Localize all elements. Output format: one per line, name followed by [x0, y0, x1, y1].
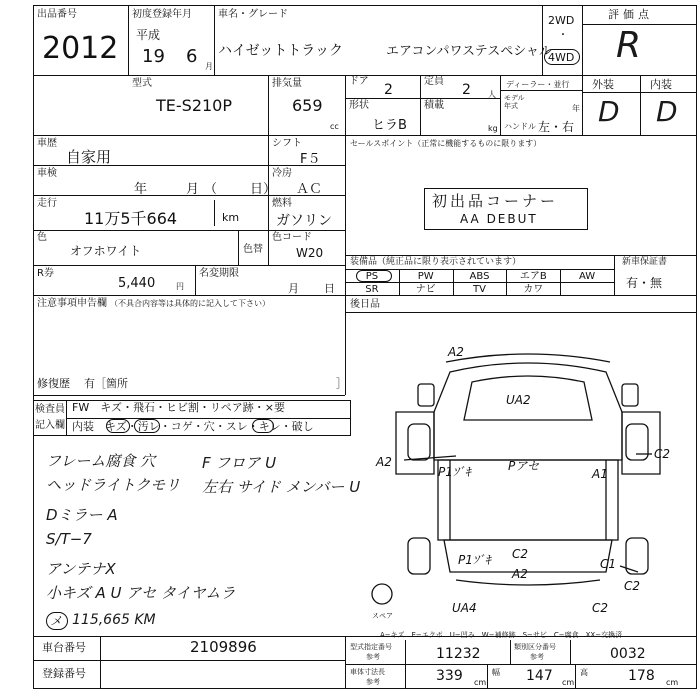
- divider: [238, 230, 239, 265]
- color-value: オフホワイト: [70, 244, 142, 258]
- ps-circle: [356, 270, 392, 282]
- color-change-label: 色替: [243, 244, 263, 255]
- divider: [214, 5, 215, 75]
- mileage-value: 11万5千664: [84, 209, 178, 228]
- cooler-value: ＡＣ: [296, 182, 323, 197]
- door-right: [622, 412, 660, 474]
- name-change-month: 月: [288, 282, 299, 295]
- recycle-value: 5,440: [118, 276, 156, 291]
- divider: [33, 660, 345, 661]
- mirror-left: [418, 384, 434, 406]
- divider: [33, 230, 345, 231]
- designation-label: 型式指定番号: [350, 643, 392, 651]
- note-headlight: ヘッドライトクモリ: [46, 476, 181, 494]
- length-ref: 参考: [366, 678, 380, 686]
- note-frame-rust: フレーム腐食 穴: [46, 452, 156, 470]
- mark-ua2: UA2: [506, 393, 531, 407]
- shift-label: シフト: [272, 138, 302, 149]
- inspector-line-1: FW キズ・飛石・ヒビ割・リペア跡・×要: [72, 401, 285, 414]
- divider: [33, 295, 697, 296]
- arrow-c2: [620, 566, 638, 572]
- inspection-open: （: [204, 182, 218, 197]
- mark-c2-bottom: C2: [592, 601, 609, 615]
- bumper-front: [446, 354, 610, 362]
- divider: [345, 75, 346, 135]
- mark-p-ase: Pアセ: [508, 459, 540, 473]
- first-reg-label: 初度登録年月: [132, 9, 192, 20]
- car-name-label: 車名・グレード: [218, 9, 288, 20]
- eval-value: R: [616, 25, 642, 66]
- year-suffix: 年: [572, 104, 580, 113]
- length-value: 339: [436, 668, 463, 684]
- new-warranty-label: 新車保証書: [622, 257, 668, 267]
- notes-label: 注意事項申告欄: [37, 298, 107, 309]
- equipment-item: AW: [578, 271, 596, 282]
- shape-value: ヒラB: [372, 118, 407, 133]
- divider: [640, 75, 641, 135]
- divider: [345, 135, 346, 395]
- aa-debut-jp: 初出品コーナー: [432, 192, 559, 210]
- inspection-month: 月: [186, 182, 200, 197]
- shape-label: 形状: [349, 100, 369, 111]
- divider: [399, 269, 400, 295]
- equipment-item: ナビ: [415, 284, 436, 295]
- divider: [268, 75, 269, 135]
- spare-tire: [372, 584, 392, 604]
- divider: [570, 640, 571, 664]
- person-unit: 人: [488, 90, 496, 99]
- mark-a2-left: A2: [376, 455, 392, 469]
- two-wd-label: 2WD: [548, 14, 575, 27]
- category-ref: 参考: [530, 653, 544, 661]
- inspection-day: 日）: [250, 182, 277, 197]
- inspection-year: 年: [134, 182, 148, 197]
- scratch-circle: [106, 419, 130, 433]
- divider: [33, 395, 345, 396]
- category-label: 類別区分番号: [514, 643, 556, 651]
- divider: [487, 664, 488, 689]
- name-change-label: 名変期限: [199, 268, 239, 279]
- month-value: 6: [186, 46, 198, 67]
- divider: [500, 90, 582, 91]
- category-value: 0032: [610, 646, 646, 662]
- after-market-label: 後日品: [350, 299, 380, 310]
- divider: [510, 640, 511, 664]
- lot-no-label: 出品番号: [37, 9, 77, 20]
- width-unit: cm: [562, 678, 575, 687]
- repair-label: 修復歴: [37, 377, 70, 390]
- exterior-value: D: [598, 95, 620, 128]
- divider: [500, 75, 501, 135]
- new-warranty-value: 有・無: [626, 276, 663, 290]
- divider: [195, 265, 196, 295]
- door-left: [396, 412, 434, 474]
- color-code-label: 色コード: [272, 232, 312, 243]
- model-label: 型式: [132, 78, 152, 89]
- note-antenna: アンテナX: [46, 560, 116, 578]
- divider: [560, 269, 561, 295]
- length-unit: cm: [474, 678, 487, 687]
- mark-ua4: UA4: [452, 601, 477, 615]
- load-label: 積載: [424, 100, 444, 111]
- kg-unit: kg: [488, 124, 498, 133]
- dealer-label: ディーラー・並行: [506, 80, 570, 89]
- checker-label: 検査員: [35, 404, 65, 415]
- legend: A−キズ E−エクボ U−凹み W−補修跡 S−サビ C−腐食 XX−交換済: [380, 631, 623, 639]
- km-unit: km: [222, 211, 240, 224]
- divider: [420, 75, 421, 135]
- model-year-label: モデル 年式: [504, 94, 525, 110]
- aa-debut-en: AA DEBUT: [460, 212, 538, 226]
- fuel-value: ガソリン: [276, 213, 332, 229]
- note-meter: 115,665 KM: [72, 612, 156, 628]
- color-label: 色: [37, 232, 47, 243]
- height-label: 高: [580, 668, 588, 677]
- displacement-value: 659: [292, 96, 323, 115]
- history-label: 車歴: [37, 138, 57, 149]
- designation-value: 11232: [436, 646, 481, 662]
- dirt-circle: [134, 419, 160, 433]
- length-label: 車体寸法長: [350, 668, 385, 676]
- mark-p1-left: P1ｿﾞｷ: [438, 465, 471, 479]
- month-unit: 月: [205, 62, 213, 71]
- color-code-value: W20: [296, 246, 324, 260]
- car-name-value: ハイゼットトラック: [218, 43, 344, 59]
- recycle-unit: 円: [176, 282, 184, 291]
- name-change-day: 日: [324, 282, 335, 295]
- height-value: 178: [628, 668, 655, 684]
- model-value: TE-S210P: [156, 96, 232, 115]
- note-scratch: 小キズ A U アセ タイヤムラ: [46, 584, 236, 602]
- era-value: 平成: [136, 28, 161, 42]
- year-value: 19: [142, 46, 165, 67]
- chassis-label: 車台番号: [42, 641, 86, 654]
- door-value: 2: [384, 82, 393, 98]
- sales-point-label: セールスポイント（正常に機能するものに限ります）: [350, 139, 542, 148]
- divider: [33, 265, 345, 266]
- repair-value: 有［箇所: [84, 377, 128, 390]
- wheel-rl: [408, 538, 430, 574]
- divider: [128, 5, 129, 75]
- divider: [345, 282, 614, 283]
- dot-sep: ・: [558, 30, 568, 41]
- cc-unit: cc: [330, 122, 339, 131]
- divider: [453, 269, 454, 295]
- equipment-item: ABS: [469, 271, 490, 282]
- mirror-right: [622, 384, 638, 406]
- spare-label: スペア: [372, 612, 393, 620]
- four-wd-label: 4WD: [548, 51, 575, 64]
- note-mirror: Dミラー A: [46, 506, 118, 524]
- repair-close: ］: [336, 377, 347, 390]
- capacity-label: 定員: [424, 76, 444, 87]
- divider: [345, 98, 500, 99]
- divider: [268, 135, 269, 265]
- mark-c2-right: C2: [654, 447, 671, 461]
- capacity-value: 2: [462, 82, 471, 98]
- equipment-item: PW: [417, 271, 434, 282]
- cab-outline: [434, 363, 622, 460]
- equipment-item: TV: [473, 284, 486, 295]
- equipment-label: 装備品（純正品に限り表示されています）: [350, 257, 522, 267]
- inspector-line-2: 内装 キズ・汚レ・コゲ・穴・スレ・キレ・破し: [72, 420, 314, 433]
- mark-c2-br: C2: [624, 579, 641, 593]
- divider: [345, 636, 346, 689]
- handle-value: 左・右: [538, 120, 575, 134]
- mark-c2-center: C2: [512, 547, 529, 561]
- divider: [405, 640, 406, 689]
- rear-bumper: [456, 580, 600, 585]
- equipment-item: エアB: [519, 271, 547, 282]
- rub-circle: [252, 419, 274, 433]
- exterior-label: 外装: [592, 78, 614, 91]
- truck-diagram: [360, 342, 696, 632]
- height-unit: cm: [666, 678, 679, 687]
- divider: [33, 135, 697, 136]
- inspection-label: 車検: [37, 168, 57, 179]
- handle-label: ハンドル: [504, 122, 536, 131]
- wheel-fl: [408, 424, 430, 460]
- designation-ref: 参考: [366, 653, 380, 661]
- equipment-item: PS: [365, 271, 379, 282]
- note-meter-prefix: メ: [50, 614, 63, 628]
- interior-label: 内装: [650, 78, 672, 91]
- divider: [614, 255, 615, 295]
- recycle-label: R券: [37, 268, 54, 279]
- divider: [506, 269, 507, 295]
- note-floor: F フロア U: [202, 454, 277, 472]
- divider: [214, 200, 215, 226]
- divider: [345, 255, 697, 256]
- mark-a2-top: A2: [448, 345, 464, 359]
- equipment-item: カワ: [523, 284, 544, 295]
- history-value: 自家用: [66, 148, 112, 166]
- mark-a1: A1: [592, 467, 608, 481]
- lot-no-value: 2012: [42, 31, 119, 66]
- divider: [345, 312, 697, 313]
- note-st: S/T−7: [46, 530, 92, 548]
- width-value: 147: [526, 668, 553, 684]
- mark-c1-bottom: C1: [600, 557, 617, 571]
- mark-a2-bottom: A2: [512, 567, 528, 581]
- width-label: 幅: [492, 668, 500, 677]
- divider: [345, 664, 697, 665]
- divider: [575, 664, 576, 689]
- divider: [100, 636, 101, 689]
- mark-p1-bottom: P1ｿﾞｷ: [458, 553, 491, 567]
- eval-label: 評価点: [608, 8, 653, 21]
- equipment-item: SR: [365, 284, 379, 295]
- reg-label: 登録番号: [42, 667, 86, 680]
- fuel-label: 燃料: [272, 198, 292, 209]
- displacement-label: 排気量: [272, 78, 302, 89]
- note-side-member: 左右 サイド メンバー U: [202, 478, 361, 496]
- entry-label: 記入欄: [35, 420, 65, 431]
- interior-value: D: [656, 95, 678, 128]
- cooler-label: 冷房: [272, 168, 292, 179]
- chassis-value: 2109896: [190, 638, 257, 656]
- door-label: ドア: [349, 76, 369, 87]
- shift-value: F５: [300, 152, 321, 167]
- grade-value: エアコンパワステスペシャル: [386, 44, 553, 59]
- mileage-label: 走行: [37, 198, 57, 209]
- notes-small: （不具合内容等は具体的に記入して下さい）: [110, 299, 270, 308]
